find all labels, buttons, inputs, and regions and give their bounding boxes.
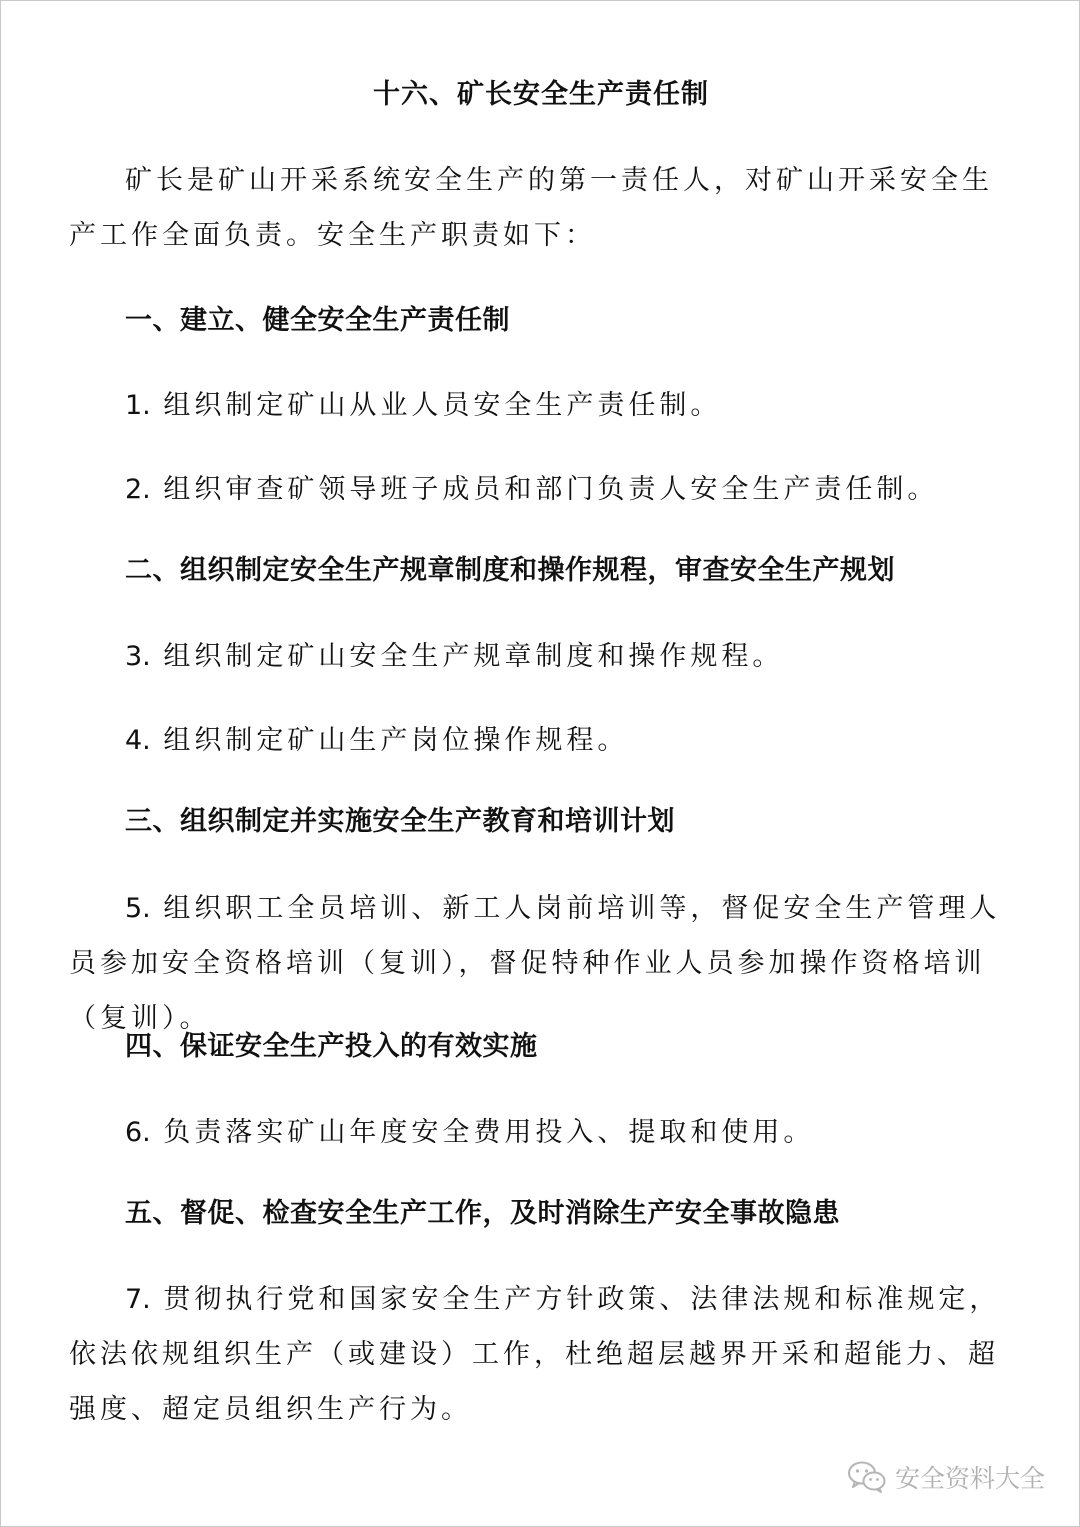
document-title: 十六、矿长安全生产责任制 [373,79,709,110]
list-item-5 [69,881,1019,1046]
watermark-text: 安全资料大全 [894,1464,1045,1493]
section-heading-5: 五、督促、检查安全生产工作，及时消除生产安全事故隐患 [125,1198,840,1229]
list-item-1 [69,378,1019,433]
item-number: 6. [125,1117,151,1148]
item-number: 1. [125,390,151,421]
list-item-4 [69,713,1019,768]
item-number: 3. [125,641,151,672]
item-number: 2. [125,474,151,505]
item-number: 5. [125,893,151,924]
list-item-7 [69,1272,1019,1437]
item-text: 组织制定矿山生产岗位操作规程。 [163,725,629,756]
item-text: 负责落实矿山年度安全费用投入、提取和使用。 [163,1117,815,1148]
section-heading-3: 三、组织制定并实施安全生产教育和培训计划 [125,806,675,837]
section-heading-4: 四、保证安全生产投入的有效实施 [125,1031,538,1062]
item-text: 组织制定矿山安全生产规章制度和操作规程。 [163,641,784,672]
wechat-icon [847,1460,887,1494]
item-number: 7. [125,1284,151,1315]
item-number: 4. [125,725,151,756]
item-text: 组织审查矿领导班子成员和部门负责人安全生产责任制。 [163,474,939,505]
list-item-6 [69,1105,1019,1160]
list-item-3 [69,629,1019,684]
item-text: 组织职工全员培训、新工人岗前培训等，督促安全生产管理人员参加安全资格培训（复训），督促特种作业人员参加操作资格培训（复训）。 [69,893,1001,1034]
item-text: 组织制定矿山从业人员安全生产责任制。 [163,390,722,421]
watermark [847,1459,1045,1495]
item-text: 贯彻执行党和国家安全生产方针政策、法律法规和标准规定，依法依规组织生产（或建设）工作，杜绝超层越界开采和超能力、超强度、超定员组织生产行为。 [69,1284,1001,1425]
section-heading-2: 二、组织制定安全生产规章制度和操作规程，审查安全生产规划 [125,555,895,586]
section-heading-1: 一、建立、健全安全生产责任制 [125,305,510,336]
list-item-2 [69,462,1019,517]
intro-paragraph: 矿长是矿山开采系统安全生产的第一责任人，对矿山开采安全生产工作全面负责。安全生产职责如下： [69,165,993,251]
